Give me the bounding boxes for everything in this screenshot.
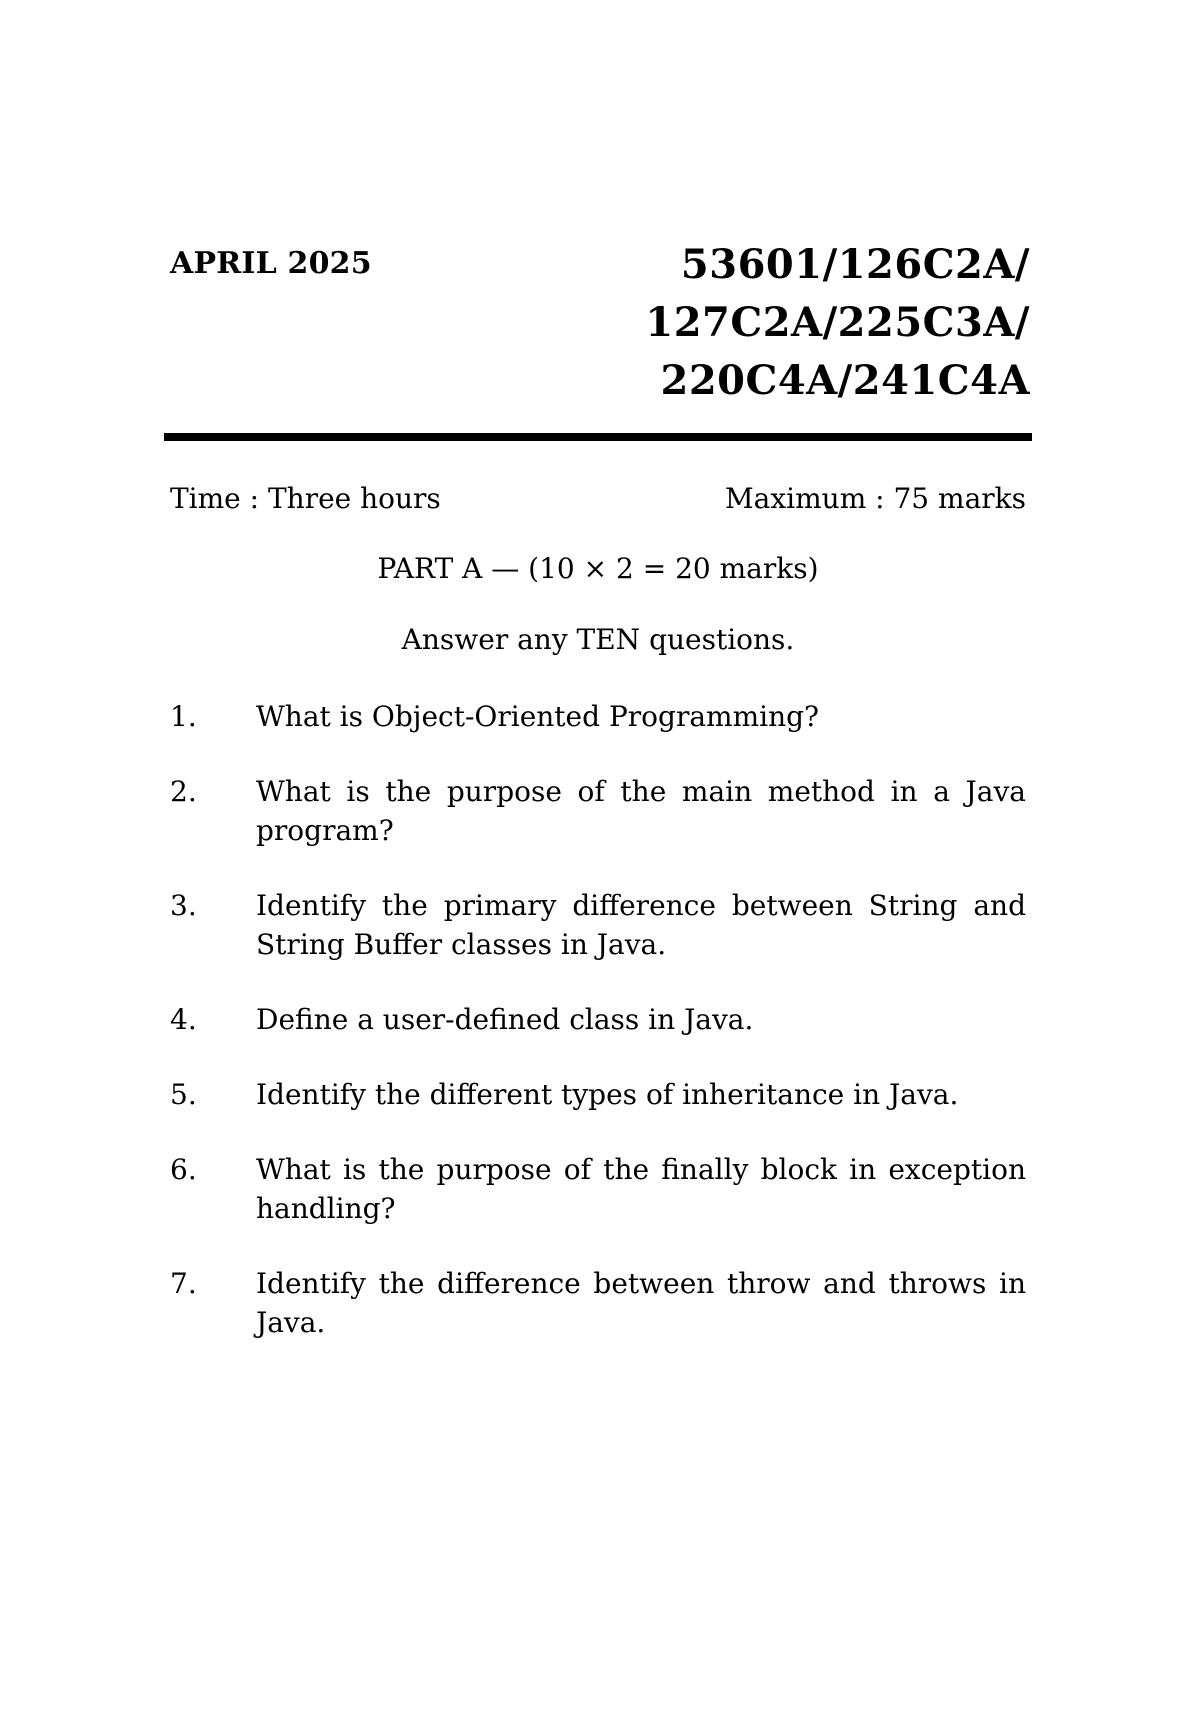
- question-text: What is the purpose of the finally block in exception handling?: [256, 1153, 1026, 1225]
- paper-code-line: 127C2A/225C3A/: [645, 299, 1030, 346]
- exam-meta: [170, 482, 1026, 515]
- question-number: 5.: [170, 1078, 197, 1111]
- question-text: Identify the different types of inheritance in Java.: [256, 1078, 959, 1111]
- question-number: 1.: [170, 700, 197, 733]
- question-item: [170, 1264, 1026, 1342]
- question-number: 3.: [170, 889, 197, 922]
- question-text: Identify the difference between throw and throws in Java.: [256, 1267, 1026, 1339]
- time-allowed: Time : Three hours: [170, 482, 441, 515]
- question-item: [170, 1150, 1026, 1228]
- paper-code-line: 220C4A/241C4A: [660, 357, 1030, 404]
- question-number: 7.: [170, 1267, 197, 1300]
- question-number: 4.: [170, 1003, 197, 1036]
- header-divider: [164, 433, 1032, 441]
- question-number: 2.: [170, 775, 197, 808]
- exam-date: APRIL 2025: [170, 246, 372, 281]
- question-text: What is Object-Oriented Programming?: [256, 700, 820, 733]
- question-text: Define a user-defined class in Java.: [256, 1003, 754, 1036]
- question-text: What is the purpose of the main method in a Java program?: [256, 775, 1026, 847]
- question-number: 6.: [170, 1153, 197, 1186]
- question-item: [170, 697, 1026, 736]
- question-text: Identify the primary difference between String and String Buffer classes in Java.: [256, 889, 1026, 961]
- question-item: [170, 772, 1026, 850]
- maximum-marks: Maximum : 75 marks: [725, 482, 1026, 515]
- question-item: [170, 1075, 1026, 1114]
- part-heading: PART A — (10 × 2 = 20 marks): [377, 552, 819, 585]
- question-item: [170, 886, 1026, 964]
- part-instruction: Answer any TEN questions.: [401, 623, 795, 656]
- paper-code: [645, 236, 1030, 410]
- paper-code-line: 53601/126C2A/: [680, 241, 1030, 288]
- question-item: [170, 1000, 1026, 1039]
- question-list: [170, 697, 1026, 1378]
